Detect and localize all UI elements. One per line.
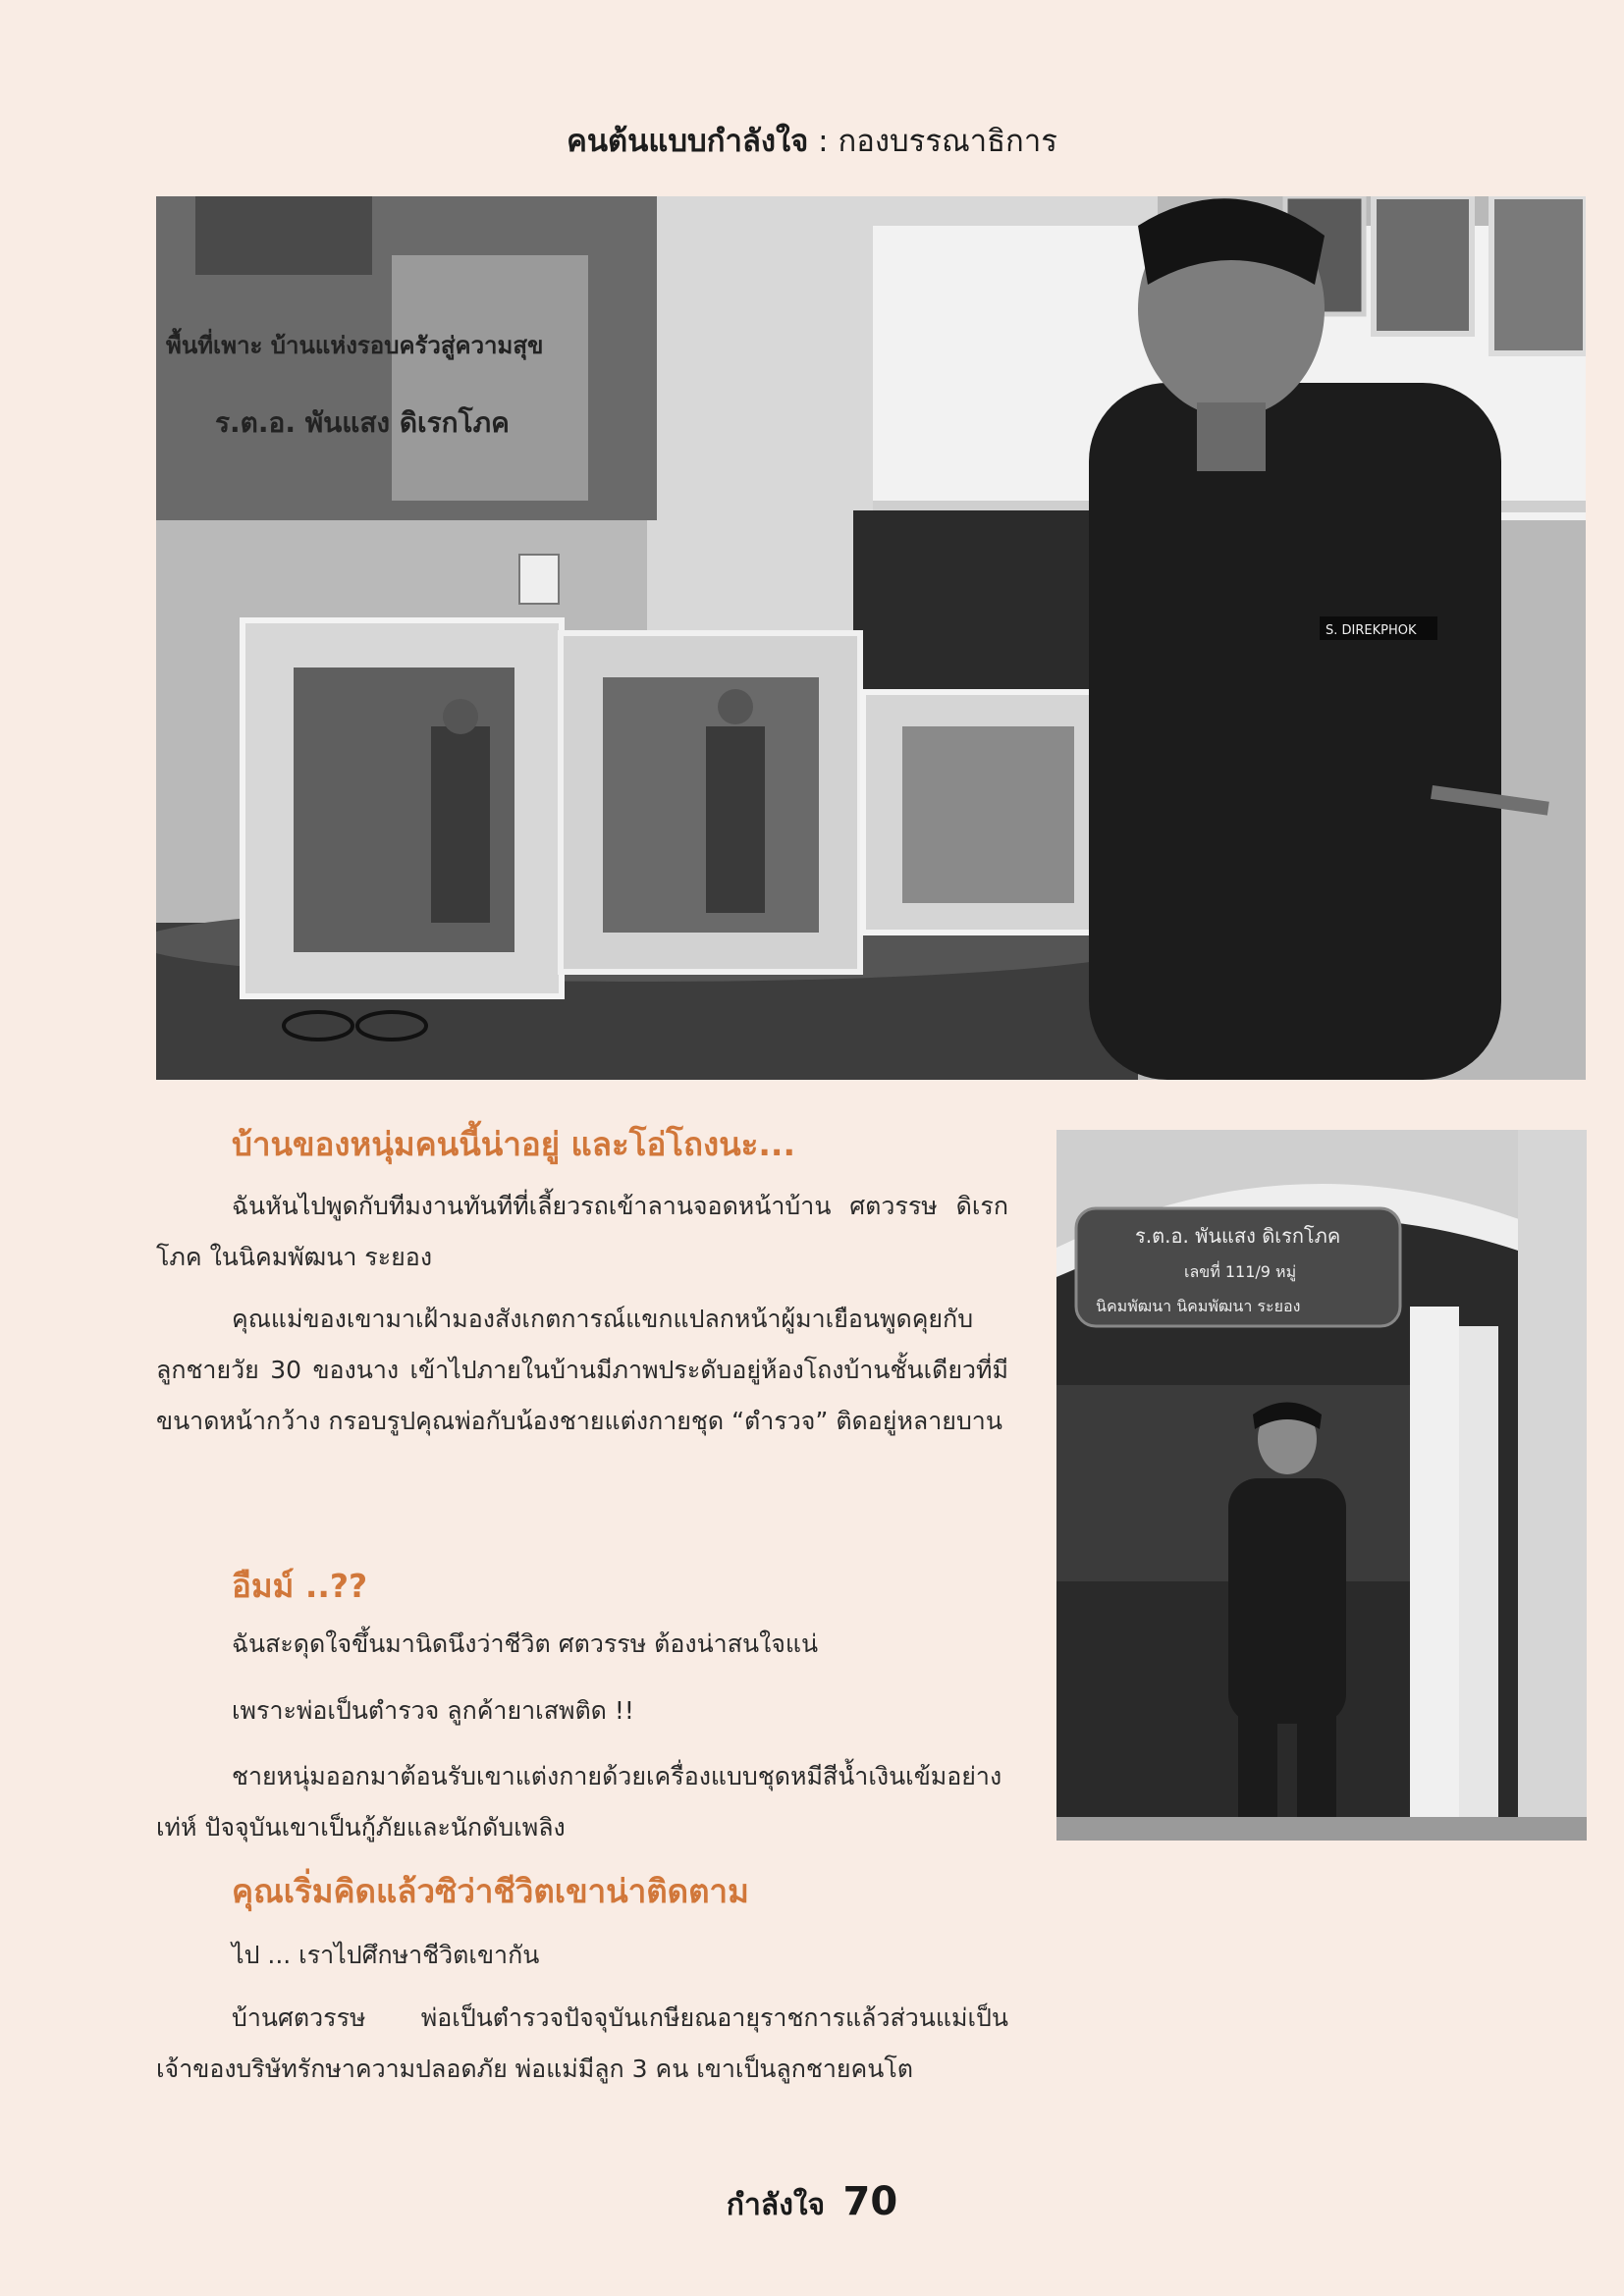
main-photo [156, 196, 1586, 1080]
header-section: กองบรรณาธิการ [838, 124, 1057, 159]
paragraph-2: คุณแม่ของเขามาเฝ้ามองสังเกตการณ์แขกแปลกหน้าผู้มาเยือนพูดคุยกับลูกชายวัย 30 ของนาง เข้าไปภายในบ้านมีภาพประดับอยู่ห้องโถงบ้านชั้นเดียวที่มีขนาดหน้ากว้าง กรอบรูปคุณพ่อกับน้องชายแต่งกายชุด “ตำรวจ” ติดอยู่หลายบาน [156, 1305, 1008, 1435]
frame-2 [561, 633, 860, 972]
poster-line2: ร.ต.อ. พันแสง ดิเรกโภค [215, 406, 510, 439]
sign-line3: นิคมพัฒนา นิคมพัฒนา ระยอง [1096, 1297, 1301, 1315]
heading-hmm: อืมม์ ..?? [232, 1567, 368, 1605]
frame-3 [863, 692, 1109, 933]
sign-line2: เลขที่ 111/9 หมู่ [1184, 1262, 1297, 1281]
sign-line1: ร.ต.อ. พันแสง ดิเรกโภค [1135, 1224, 1341, 1248]
door-photo-graphic [1056, 1130, 1587, 1841]
door-photo [1056, 1130, 1587, 1841]
poster-line1: พื้นที่เพาะ บ้านแห่งรอบครัวสู่ความสุข [166, 332, 544, 359]
paragraph-1: ฉันหันไปพูดกับทีมงานทันทีที่เลี้ยวรถเข้าลานจอดหน้าบ้าน ศตวรรษ ดิเรกโภค ในนิคมพัฒนา ระยอง [156, 1192, 1008, 1271]
header-title: คนต้นแบบกำลังใจ [567, 124, 809, 159]
heading-home: บ้านของหนุ่มคนนี้น่าอยู่ และโอ่โถงนะ... [232, 1125, 795, 1163]
frame-1 [243, 620, 562, 996]
paragraph-3: ฉันสะดุดใจขึ้นมานิดนึงว่าชีวิต ศตวรรษ ต้องน่าสนใจแน่ [232, 1629, 819, 1658]
page-header [0, 116, 1624, 165]
page-footer [0, 2179, 1624, 2228]
main-photo-graphic [156, 196, 1586, 1080]
heading-follow: คุณเริ่มคิดแล้วซิว่าชีวิตเขาน่าติดตาม [232, 1872, 749, 1910]
name-tag: S. DIREKPHOK [1326, 623, 1417, 638]
paragraph-4: เพราะพ่อเป็นตำรวจ ลูกค้ายาเสพติด !! [232, 1696, 634, 1725]
footer-label: กำลังใจ [726, 2188, 826, 2222]
page-number: 70 [842, 2179, 898, 2224]
header-separator: : [808, 124, 839, 159]
paragraph-6: ไป ... เราไปศึกษาชีวิตเขากัน [232, 1941, 540, 1969]
paragraph-5: ชายหนุ่มออกมาต้อนรับเขาแต่งกายด้วยเครื่องแบบชุดหมีสีน้ำเงินเข้มอย่างเท่ห์ ปัจจุบันเขาเป็นกู้ภัยและนักดับเพลิง [156, 1762, 1002, 1842]
paragraph-7: บ้านศตวรรษ พ่อเป็นตำรวจปัจจุบันเกษียณอายุราชการแล้วส่วนแม่เป็นเจ้าของบริษัทรักษาความปลอดภัย พ่อแม่มีลูก 3 คน เขาเป็นลูกชายคนโต [156, 2003, 1008, 2083]
